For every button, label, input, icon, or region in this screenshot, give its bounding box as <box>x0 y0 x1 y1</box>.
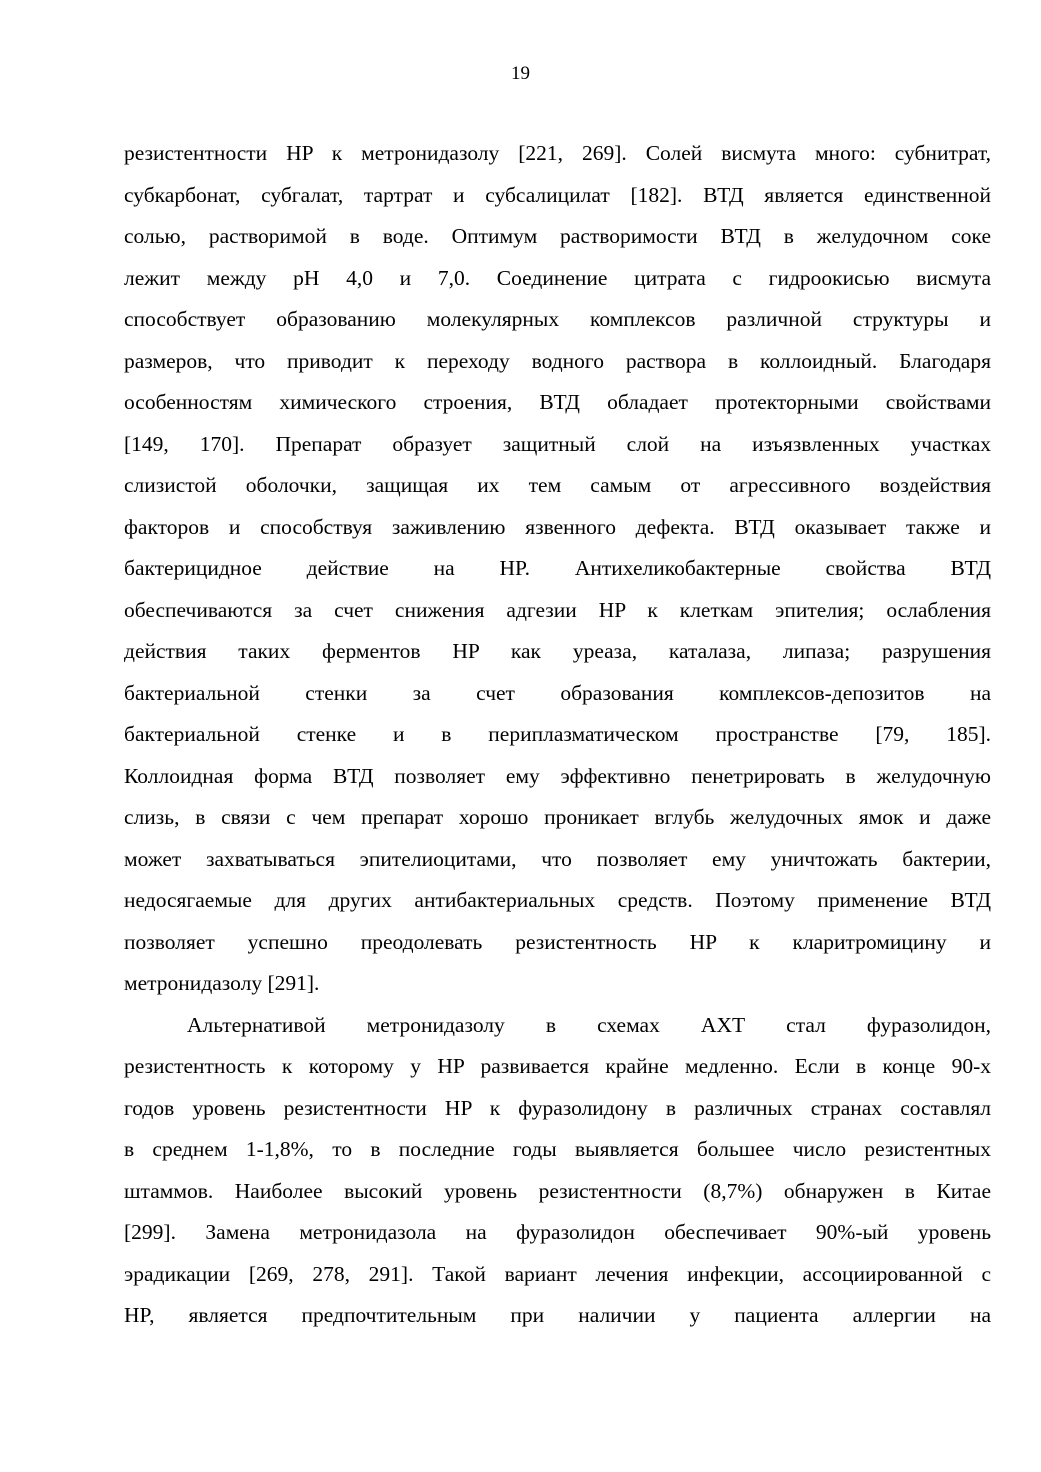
text-line: [149, 170]. Препарат образует защитный слой на изъязвленных участках <box>124 431 991 456</box>
text-line: Альтернативой метронидазолу в схемах АХТ стал фуразолидон, <box>187 1012 991 1037</box>
text-line: бактериальной стенки за счет образования комплексов-депозитов на <box>124 680 991 705</box>
text-line: слизистой оболочки, защищая их тем самым от агрессивного воздействия <box>124 473 991 497</box>
text-line: особенностям химического строения, ВТД обладает протекторными свойствами <box>124 390 991 414</box>
document-body <box>124 133 991 1337</box>
text-line: субкарбонат, субгалат, тартрат и субсалицилат [182]. ВТД является единственной <box>124 182 991 207</box>
text-line: обеспечиваются за счет снижения адгезии HP к клеткам эпителия; ослабления <box>124 597 991 622</box>
text-line: факторов и способствуя заживлению язвенного дефекта. ВТД оказывает также и <box>124 514 991 539</box>
text-line: штаммов. Наиболее высокий уровень резистентности (8,7%) обнаружен в Китае <box>124 1178 991 1203</box>
text-line: бактерицидное действие на HP. Антихеликобактерные свойства ВТД <box>124 556 991 580</box>
text-line: размеров, что приводит к переходу водного раствора в коллоидный. Благодаря <box>124 348 991 373</box>
text-line: HP, является предпочтительным при наличии у пациента аллергии на <box>124 1303 991 1327</box>
text-line: Коллоидная форма ВТД позволяет ему эффективно пенетрировать в желудочную <box>124 763 991 788</box>
paragraph <box>124 133 991 1005</box>
text-line: недосягаемые для других антибактериальных средств. Поэтому применение ВТД <box>124 888 991 912</box>
text-line: может захватываться эпителиоцитами, что позволяет ему уничтожать бактерии, <box>124 846 991 871</box>
text-line: действия таких ферментов HP как уреаза, каталаза, липаза; разрушения <box>124 639 991 663</box>
text-line: резистентность к которому у HP развивается крайне медленно. Если в конце 90-х <box>124 1054 991 1078</box>
page-number: 19 <box>511 63 530 84</box>
text-line: солью, растворимой в воде. Оптимум растворимости ВТД в желудочном соке <box>124 224 991 248</box>
text-line: эрадикации [269, 278, 291]. Такой вариант лечения инфекции, ассоциированной с <box>124 1261 991 1286</box>
text-line: слизь, в связи с чем препарат хорошо проникает вглубь желудочных ямок и даже <box>124 805 991 829</box>
text-line: годов уровень резистентности HP к фуразолидону в различных странах составлял <box>124 1095 991 1120</box>
text-line: резистентности HP к метронидазолу [221, 269]. Солей висмута много: субнитрат, <box>124 141 991 165</box>
text-line: метронидазолу [291]. <box>124 971 320 995</box>
paragraph <box>124 1005 991 1337</box>
text-line: способствует образованию молекулярных комплексов различной структуры и <box>124 307 991 331</box>
text-line: бактериальной стенке и в периплазматическом пространстве [79, 185]. <box>124 722 991 746</box>
text-line: [299]. Замена метронидазола на фуразолидон обеспечивает 90%-ый уровень <box>124 1220 991 1244</box>
text-line: в среднем 1-1,8%, то в последние годы выявляется большее число резистентных <box>124 1137 991 1161</box>
text-line: позволяет успешно преодолевать резистентность HP к кларитромицину и <box>124 929 991 954</box>
text-line: лежит между pH 4,0 и 7,0. Соединение цитрата с гидроокисью висмута <box>124 265 991 290</box>
